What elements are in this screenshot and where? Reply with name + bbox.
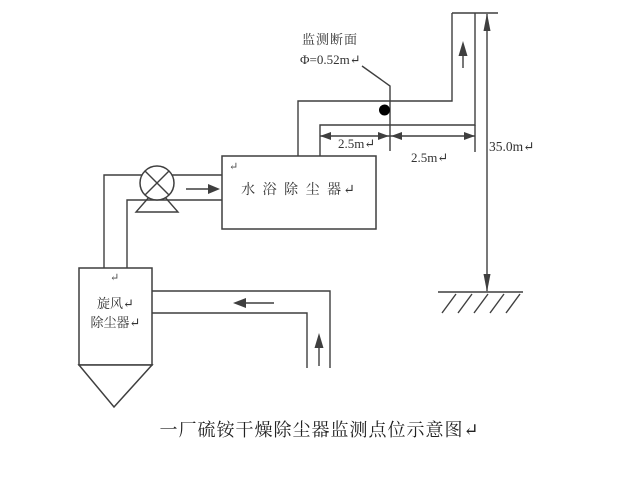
diagram-caption: 一厂硫铵干燥除尘器监测点位示意图↵ bbox=[159, 420, 480, 440]
cyclone-separator-label bbox=[79, 294, 152, 332]
dimension-left-label: 2.5m↵ bbox=[338, 136, 376, 151]
cyclone-label-line1: 旋风↵ bbox=[97, 296, 134, 311]
dimension-right-label: 2.5m↵ bbox=[411, 150, 449, 165]
flow-arrow-fan-to-scrubber bbox=[186, 184, 220, 194]
cyclone-separator-shape bbox=[79, 268, 152, 407]
monitoring-section-label: 监测断面 bbox=[302, 32, 359, 47]
ground-hatching bbox=[438, 292, 523, 313]
cyclone-return-mark: ↵ bbox=[110, 272, 120, 284]
flow-arrow-stack-up bbox=[459, 41, 468, 68]
flow-arrow-duct-up bbox=[315, 333, 324, 366]
fan-symbol bbox=[136, 166, 178, 212]
flow-arrow-duct-left bbox=[233, 298, 274, 308]
stack-height-label: 35.0m↵ bbox=[489, 139, 535, 154]
cyclone-label-line2: 除尘器↵ bbox=[90, 315, 141, 330]
water-bath-scrubber-label: 水 浴 除 尘 器↵ bbox=[241, 183, 357, 198]
scrubber-return-mark: ↵ bbox=[229, 161, 239, 173]
diameter-label: Φ=0.52m↵ bbox=[300, 52, 361, 67]
